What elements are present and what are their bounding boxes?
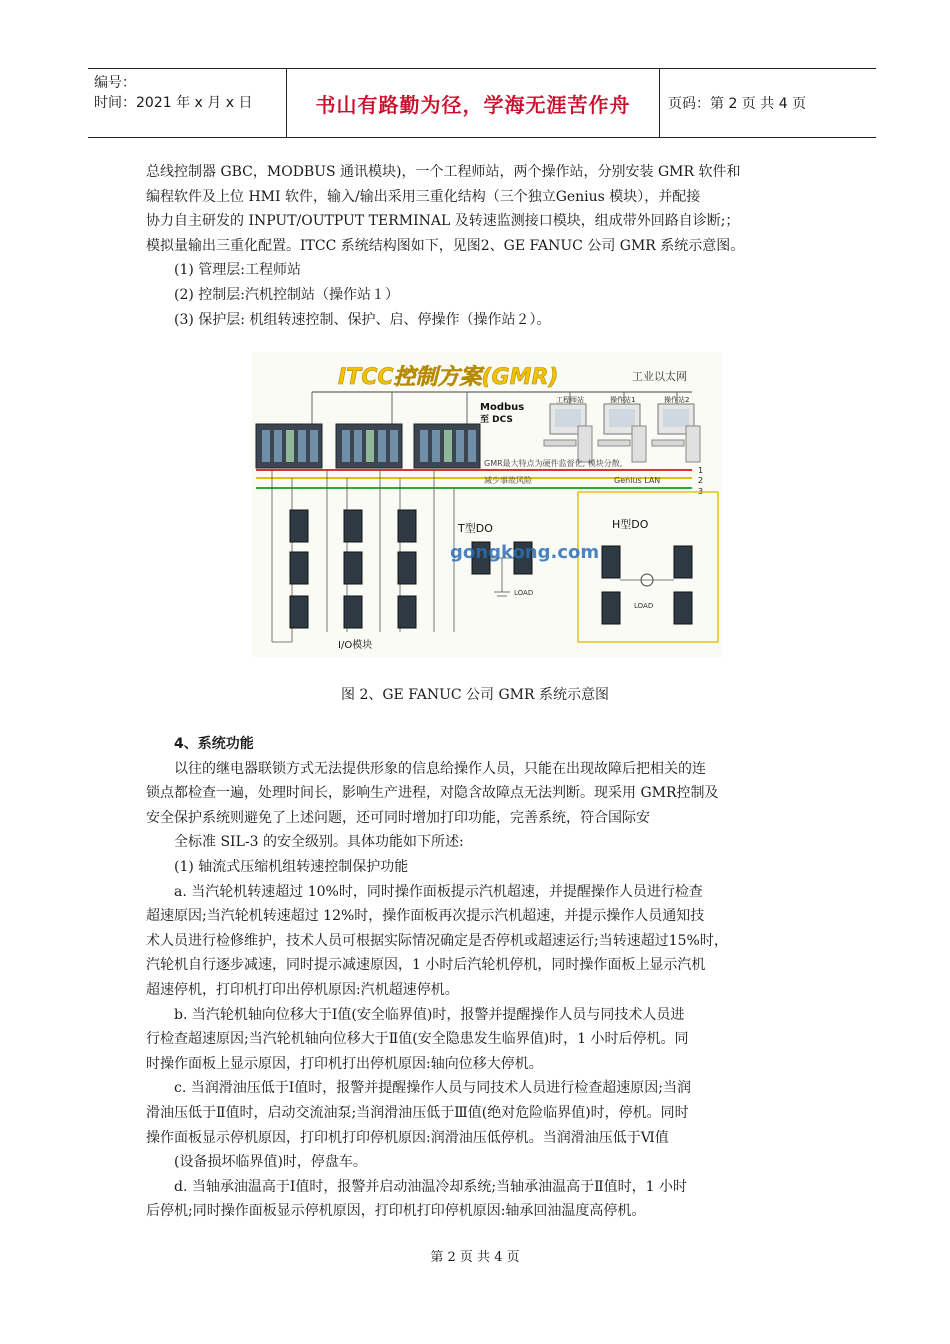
header-meta	[88, 69, 286, 137]
page-header	[88, 68, 876, 138]
gmr-note: GMR最大特点为硬件监督化, 模块分散,	[484, 459, 623, 468]
section-body	[146, 757, 826, 1224]
text-line: c. 当润滑油压低于Ⅰ值时，报警并提醒操作人员与同技术人员进行检查超速原因;当润	[174, 1080, 691, 1097]
text-line: 滑油压低于Ⅱ值时，启动交流油泵;当润滑油压低于Ⅲ值(绝对危险临界值)时，停机。同时	[146, 1104, 689, 1121]
doc-number-label: 编号：	[94, 75, 136, 91]
section-4	[146, 732, 826, 1224]
text-line: 时操作面板上显示原因，打印机打出停机原因:轴向位移大停机。	[146, 1055, 543, 1072]
top-paragraph	[146, 160, 826, 332]
ws-label: 操作站2	[664, 396, 690, 404]
text-line: 超速停机，打印机打印出停机原因:汽机超速停机。	[146, 981, 459, 998]
io-module-label: I/O模块	[338, 640, 373, 651]
text-line: 术人员进行检修维护，技术人员可根据实际情况确定是否停机或超速运行;当转速超过15%时，	[146, 932, 728, 949]
diagram-title: ITCC控制方案(GMR)	[338, 365, 559, 390]
bus-number: 1	[698, 466, 704, 475]
controller-rack	[414, 424, 480, 468]
bus-number: 3	[698, 487, 704, 496]
figure-caption: 图 2、GE FANUC 公司 GMR 系统示意图	[341, 687, 609, 703]
text-line: 模拟量输出三重化配置。ITCC 系统结构图如下，见图2、GE FANUC 公司 GMR 系统示意图。	[146, 237, 745, 254]
text-line: 安全保护系统则避免了上述问题，还可同时增加打印功能，完善系统，符合国际安	[146, 809, 650, 826]
text-line: 全标准 SIL-3 的安全级别。具体功能如下所述:	[174, 834, 464, 851]
text-line: 编程软件及上位 HMI 软件，输入/输出采用三重化结构（三个独立Genius 模块），并配接	[146, 188, 701, 205]
dcs-label: 至 DCS	[480, 415, 513, 425]
text-line: 总线控制器 GBC，MODBUS 通讯模块)，一个工程师站，两个操作站，分别安装 GMR 软件和	[146, 164, 741, 180]
text-line: 锁点都检查一遍，处理时间长，影响生产进程，对隐含故障点无法判断。现采用 GMR控制及	[146, 785, 719, 802]
h-do-module	[602, 546, 620, 578]
text-line: d. 当轴承油温高于Ⅰ值时，报警并启动油温冷却系统;当轴承油温高于Ⅱ值时，1 小时	[174, 1178, 687, 1195]
ethernet-label: 工业以太网	[632, 370, 687, 383]
gmr-system-diagram	[252, 352, 722, 657]
text-line: 协力自主研发的 INPUT/OUTPUT TERMINAL 及转速监测接口模块，组成带外回路自诊断;；	[146, 213, 740, 230]
gmr-note: 减少事故风险	[484, 476, 532, 485]
header-page-label: 页码：第 2 页 共 4 页	[668, 96, 807, 112]
text-line: b. 当汽轮机轴向位移大于Ⅰ值(安全临界值)时，报警并提醒操作人员与同技术人员进	[174, 1006, 685, 1023]
h-do-module	[674, 546, 692, 578]
h-do-module	[602, 592, 620, 624]
controller-rack	[336, 424, 402, 468]
diagram-background	[252, 352, 722, 657]
text-line: a. 当汽轮机转速超过 10%时，同时操作面板提示汽机超速，并提醒操作人员进行检查	[174, 883, 703, 900]
text-line: (1) 轴流式压缩机组转速控制保护功能	[174, 858, 409, 875]
text-line: 以往的继电器联锁方式无法提供形象的信息给操作人员，只能在出现故障后把相关的连	[174, 760, 706, 777]
h-do-module	[674, 592, 692, 624]
load-label: LOAD	[514, 589, 534, 597]
header-motto: 书山有路勤为径，学海无涯苦作舟	[286, 69, 660, 137]
text-line: 汽轮机自行逐步减速，同时提示减速原因，1 小时后汽轮机停机，同时操作面板上显示汽机	[146, 957, 706, 974]
t-do-label: T型DO	[458, 522, 493, 535]
modbus-label: Modbus	[480, 402, 525, 413]
text-line: (设备损坏临界值)时，停盘车。	[174, 1154, 367, 1171]
load-label: LOAD	[634, 602, 654, 610]
section-title: 4、系统功能	[174, 736, 254, 752]
doc-time-label: 时间：2021 年 x 月 x 日	[94, 95, 253, 111]
layer-item: (1) 管理层:工程师站	[174, 262, 301, 279]
ws-label: 工程师站	[556, 396, 584, 404]
layer-item: (3) 保护层: 机组转速控制、保护、启、停操作（操作站２）。	[174, 311, 551, 328]
controller-rack	[256, 424, 322, 468]
text-line: 后停机;同时操作面板显示停机原因，打印机打印停机原因:轴承回油温度高停机。	[146, 1203, 646, 1220]
text-line: 行检查超速原因;当汽轮机轴向位移大于Ⅱ值(安全隐患发生临界值)时，1 小时后停机。同	[146, 1031, 689, 1048]
text-line: 超速原因;当汽轮机转速超过 12%时，操作面板再次提示汽机超速，并提示操作人员通知技	[146, 908, 705, 925]
genius-lan-label: Genius LAN	[614, 476, 661, 485]
h-do-label: H型DO	[612, 518, 649, 531]
layer-item: (2) 控制层:汽机控制站（操作站１）	[174, 286, 399, 303]
bus-number: 2	[698, 476, 704, 485]
page-footer: 第 2 页 共 4 页	[430, 1250, 520, 1265]
watermark: gongkong.com	[450, 542, 600, 563]
ws-label: 操作站1	[610, 396, 636, 404]
text-line: 操作面板显示停机原因，打印机打印停机原因:润滑油压低停机。当润滑油压低于Ⅵ值	[146, 1129, 669, 1146]
